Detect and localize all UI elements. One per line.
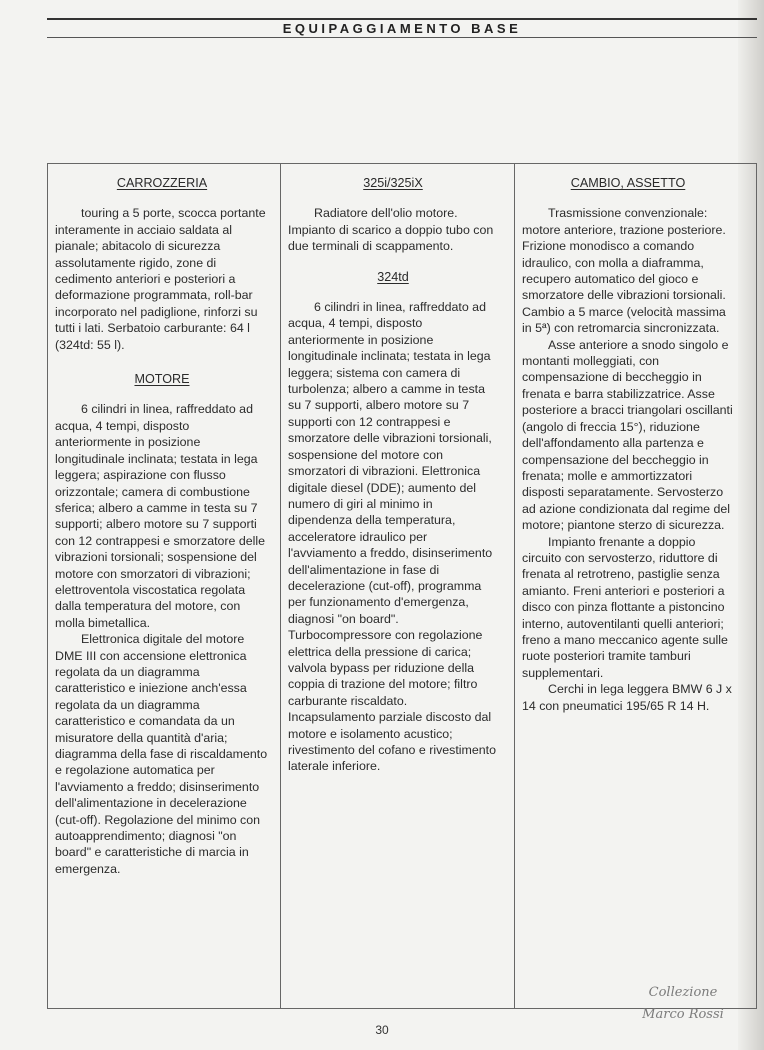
column-divider-1 (280, 163, 281, 1009)
heading-325i: 325i/325iX (363, 176, 423, 190)
heading-motore: MOTORE (134, 372, 190, 387)
column-325i-324td (288, 175, 498, 775)
heading-324td: 324td (377, 269, 409, 284)
page-title: EQUIPAGGIAMENTO BASE (282, 21, 522, 36)
column-carrozzeria-motore (55, 175, 269, 877)
collection-stamp (628, 982, 738, 1026)
text-cerchi: Cerchi in lega leggera BMW 6 J x 14 con pneumatici 195/65 R 14 H. (522, 682, 732, 713)
table-border-left (47, 163, 48, 1009)
table-border-right (756, 163, 757, 1009)
text-325i: Radiatore dell'olio motore. Impianto di scarico a doppio tubo con due terminali di scappamento. (288, 206, 494, 254)
text-carrozzeria: touring a 5 porte, scocca portante interamente in acciaio saldata al pianale; abitacolo di sicurezza assolutamente rigido, zone di cedimento anteriori e posteriori a deformazione programmata, roll-bar incorporato nel padiglione, rinforzi su tutti i lati. Serbatoio carburante: 64 l (324td: 55 l). (55, 206, 266, 352)
heading-carrozzeria: CARROZZERIA (116, 176, 208, 190)
stamp-line-2: Marco Rossi (642, 1007, 724, 1022)
text-assi: Asse anteriore a snodo singolo e montanti molleggiati, con compensazione di beccheggio in frenata e barra stabilizzatrice. Asse posteriore a bracci triangolari oscillanti (angolo di freccia 15°), riduzione dell'affondamento alla partenza e compensazione del beccheggio in frenata; molle e ammortizzatori disposti separatamente. Servosterzo ad azione condizionata dal regime del motore; piantone sterzo di sicurezza. (522, 337, 733, 533)
page-number: 30 (375, 1023, 389, 1037)
text-motore-1: 6 cilindri in linea, raffreddato ad acqua, 4 tempi, disposto anteriormente in posizione longitudinale inclinata; testata in lega leggera; aspirazione con flusso orizzontale; camera di combustione sferica; albero a camme in testa su 7 supporti; albero motore su 7 supporti con 12 contrappesi e smorzatore delle vibrazioni torsionali; sospensione del motore con smorzatori di vibrazioni; elettroventola viscostatica regolata dalla temperatura del motore, con molla bimetallica. (55, 402, 266, 630)
text-freni: Impianto frenante a doppio circuito con servosterzo, riduttore di frenata al retrotreno, pastiglie senza amianto. Freni anteriori e posteriori a disco con pinza flottante a pistoncino interno, autoventilanti quelli anteriori; freno a mano meccanico agente sulle ruote posteriori tramite tamburi supplementari. (522, 534, 728, 680)
stamp-line-1: Collezione (648, 985, 718, 1000)
text-324td: 6 cilindri in linea, raffreddato ad acqua, 4 tempi, disposto anteriormente in posizione longitudinale inclinata; testata in lega leggera; sistema con camera di turbolenza; albero a camme in testa su 7 supporti, albero motore su 7 supporti con 12 contrappesi e smorzatore delle vibrazioni torsionali, sospensione del motore con smorzatori di vibrazioni. Elettronica digitale diesel (DDE); aumento del numero di giri al minimo in dipendenza della temperatura, acceleratore idraulico per l'avviamento a freddo, disinserimento dell'alimentazione in fase di decelerazione (cut-off), programma per funzionamento d'emergenza, diagnosi "on board". Turbocompressore con regolazione elettrica della pressione di carica; valvola bypass per riduzione della coppia di trazione del motore; filtro carburante riscaldato. Incapsulamento parziale discosto dal motore e isolamento acustico; rivestimento del cofano e rivestimento laterale inferiore. (288, 300, 496, 774)
heading-cambio-assetto: CAMBIO, ASSETTO (570, 176, 686, 190)
text-motore-2: Elettronica digitale del motore DME III con accensione elettronica regolata da un diagramma caratteristico e iniezione anch'essa regolata da un diagramma caratteristico e comandata da un misuratore della quantità d'aria; diagramma della fase di riscaldamento e regolazione automatica per l'avviamento a freddo; disinserimento dell'alimentazione in decelerazione (cut-off). Regolazione del minimo con autoapprendimento; diagnosi "on board" e caratteristiche di marcia in emergenza. (55, 632, 268, 876)
text-trasmissione: Trasmissione convenzionale: motore anteriore, trazione posteriore. Frizione monodisco a comando idraulico, con molla a diaframma, recupero automatico del gioco e smorzatore delle vibrazioni torsionali. Cambio a 5 marce (velocità massima in 5ª) con retromarcia sincronizzata. (522, 206, 726, 336)
column-cambio-assetto (522, 175, 734, 714)
column-divider-2 (514, 163, 515, 1009)
